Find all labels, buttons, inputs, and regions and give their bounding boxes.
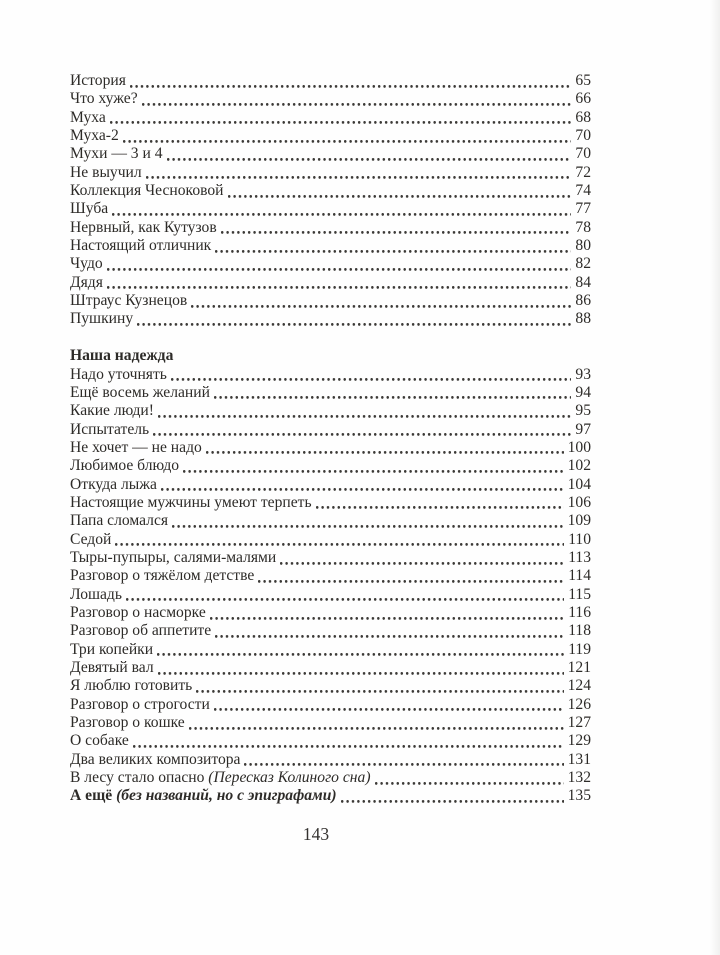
toc-row (70, 641, 591, 659)
dot-leader (107, 274, 571, 292)
toc-entry-page-number: 116 (568, 603, 591, 621)
toc-row (70, 219, 591, 237)
toc-entry-title: Муха-2 (70, 127, 119, 145)
toc-entry-title-italic: (без названий, но с эпиграфами) (112, 787, 337, 805)
dot-leader (126, 586, 564, 604)
toc-row (70, 274, 591, 292)
toc-entry-page-number: 88 (575, 310, 591, 328)
toc-entry-page-number: 126 (567, 695, 591, 713)
toc-entry-page-number: 65 (575, 72, 591, 89)
toc-entry-title: Не хочет — не надо (70, 438, 202, 456)
dot-leader (158, 659, 564, 677)
dot-leader (375, 769, 564, 787)
toc-entry-page-number: 135 (567, 787, 591, 805)
dot-leader (153, 421, 571, 439)
section-gap (70, 329, 591, 347)
toc-entry-title: Любимое блюдо (70, 457, 180, 475)
toc-entry-title: Дядя (70, 273, 103, 291)
toc-row (70, 732, 591, 750)
toc-row (70, 751, 591, 769)
toc-row (70, 145, 591, 163)
toc-row (70, 531, 591, 549)
dot-leader (171, 366, 572, 384)
toc-entry-title: Тыры-пупыры, салями-малями (70, 548, 277, 566)
toc-row (70, 90, 591, 108)
dot-leader (115, 531, 564, 549)
toc-entry-page-number: 110 (568, 530, 591, 548)
page-scan-edge (710, 0, 720, 955)
dot-leader (172, 512, 564, 530)
toc-row (70, 402, 591, 420)
dot-leader (167, 145, 572, 163)
toc-entry-title: Два великих композитора (70, 750, 241, 768)
dot-leader (280, 549, 564, 567)
toc-entry-page-number: 74 (575, 182, 591, 200)
toc-row (70, 255, 591, 273)
toc-entry-title: Испытатель (70, 420, 150, 438)
dot-leader (214, 696, 564, 714)
dot-leader (316, 494, 564, 512)
toc-entry-title: Штраус Кузнецов (70, 292, 188, 310)
dot-leader (258, 567, 564, 585)
toc-entry-title: Откуда лыжа (70, 475, 157, 493)
toc-entry-title: О собаке (70, 732, 129, 750)
toc-row (70, 659, 591, 677)
toc-entry-page-number: 93 (575, 365, 591, 383)
toc-entry-page-number: 109 (567, 512, 591, 530)
toc-entry-page-number: 95 (575, 402, 591, 420)
toc-entry-page-number: 100 (567, 438, 591, 456)
toc-row (70, 72, 591, 90)
toc-entry-page-number: 70 (575, 127, 591, 145)
toc-row (70, 366, 591, 384)
toc-row (70, 421, 591, 439)
toc-row (70, 292, 591, 310)
dot-leader (142, 90, 572, 108)
toc-entry-title: Я люблю готовить (70, 677, 193, 695)
toc-entry-page-number: 78 (575, 218, 591, 236)
toc-row (70, 457, 591, 475)
dot-leader (215, 622, 564, 640)
dot-leader (123, 127, 572, 145)
dot-leader (196, 677, 563, 695)
dot-leader (112, 200, 571, 218)
toc-entry-page-number: 118 (568, 622, 591, 640)
toc-entry-title: Шуба (70, 200, 109, 218)
toc-entry-title: Какие люди! (70, 402, 154, 420)
toc-entry-title: Настоящий отличник (70, 237, 212, 255)
toc-entry-page-number: 80 (575, 237, 591, 255)
dot-leader (210, 604, 564, 622)
dot-leader (183, 457, 564, 475)
toc-row (70, 476, 591, 494)
toc-entry-page-number: 114 (568, 567, 591, 585)
toc-row (70, 164, 591, 182)
toc-entry-title: Седой (70, 530, 112, 548)
toc-entry-page-number: 124 (567, 677, 591, 695)
dot-leader (228, 182, 572, 200)
toc-entry-title-italic: (Пересказ Колиного сна) (204, 769, 371, 787)
toc-entry-title: Пушкину (70, 310, 134, 328)
toc-row (70, 622, 591, 640)
toc-row (70, 384, 591, 402)
dot-leader (146, 164, 572, 182)
toc-entry-title: Девятый вал (70, 659, 154, 676)
dot-leader (107, 255, 572, 273)
toc-entry-title: Папа сломался (70, 512, 169, 530)
toc-row (70, 494, 591, 512)
toc-entry-page-number: 113 (568, 548, 591, 566)
dot-leader (137, 310, 571, 328)
toc-entry-page-number: 127 (567, 714, 591, 732)
dot-leader (157, 641, 564, 659)
toc-entry-title: История (70, 72, 126, 89)
toc-entry-title: Нервный, как Кутузов (70, 218, 217, 236)
toc-row (70, 310, 591, 328)
toc-entry-title: Три копейки (70, 640, 154, 658)
toc-entry-title: Ещё восемь желаний (70, 383, 210, 401)
toc-entry-page-number: 94 (575, 383, 591, 401)
dot-leader (191, 292, 571, 310)
toc-entry-title: В лесу стало опасно (Пересказ Колиного сна) (70, 769, 371, 787)
toc-entry-page-number: 82 (575, 255, 591, 273)
toc-row (70, 512, 591, 530)
toc-row (70, 696, 591, 714)
dot-leader (189, 714, 564, 732)
dot-leader (221, 219, 572, 237)
toc-entry-page-number: 72 (575, 163, 591, 181)
toc-entry-title: Не выучил (70, 163, 142, 181)
toc-entry-title: Мухи — 3 и 4 (70, 145, 163, 163)
toc-row (70, 567, 591, 585)
toc-row (70, 237, 591, 255)
toc-row (70, 769, 591, 787)
toc-entry-title: Коллекция Чесноковой (70, 182, 224, 200)
toc-row (70, 787, 591, 805)
page-number: 143 (302, 824, 330, 844)
dot-leader (214, 384, 571, 402)
toc-row (70, 127, 591, 145)
dot-leader (133, 732, 564, 750)
toc-entry-page-number: 77 (575, 200, 591, 218)
table-of-contents (70, 72, 591, 806)
toc-entry-title: Разговор о насморке (70, 603, 206, 621)
toc-entry-title: Разговор о тяжёлом детстве (70, 567, 255, 585)
toc-entry-page-number: 66 (575, 90, 591, 108)
toc-entry-page-number: 132 (567, 769, 591, 787)
toc-entry-page-number: 104 (567, 475, 591, 493)
toc-entry-title: Что хуже? (70, 90, 138, 108)
toc-entry-page-number: 106 (567, 493, 591, 511)
toc-row (70, 604, 591, 622)
dot-leader (110, 109, 572, 127)
toc-entry-page-number: 121 (567, 659, 591, 676)
toc-row (70, 200, 591, 218)
toc-row (70, 109, 591, 127)
toc-row (70, 182, 591, 200)
toc-entry-page-number: 84 (575, 273, 591, 291)
toc-entry-page-number: 68 (575, 108, 591, 126)
toc-row (70, 439, 591, 457)
toc-row (70, 586, 591, 604)
dot-leader (206, 439, 564, 457)
toc-entry-title: Настоящие мужчины умеют терпеть (70, 493, 312, 511)
dot-leader (161, 476, 564, 494)
toc-entry-page-number: 119 (568, 640, 591, 658)
toc-row (70, 549, 591, 567)
dot-leader (130, 72, 572, 90)
toc-entry-title: Разговор о строгости (70, 695, 210, 713)
dot-leader (341, 787, 564, 805)
toc-entry-title: А ещё (без названий, но с эпиграфами) (70, 787, 337, 805)
toc-entry-title: Надо уточнять (70, 365, 167, 383)
toc-entry-title: Чудо (70, 255, 103, 273)
toc-row (70, 677, 591, 695)
toc-entry-page-number: 131 (567, 750, 591, 768)
toc-section-header: Наша надежда (70, 347, 174, 365)
toc-entry-page-number: 115 (568, 585, 591, 603)
dot-leader (158, 402, 571, 420)
toc-entry-title: Муха (70, 108, 106, 126)
toc-entry-title: Разговор о кошке (70, 714, 185, 732)
toc-row (70, 714, 591, 732)
dot-leader (244, 751, 563, 769)
toc-entry-page-number: 102 (567, 457, 591, 475)
toc-entry-page-number: 86 (575, 292, 591, 310)
toc-entry-page-number: 129 (567, 732, 591, 750)
toc-entry-title: Лошадь (70, 585, 122, 603)
toc-entry-title: Разговор об аппетите (70, 622, 212, 640)
toc-entry-page-number: 97 (575, 420, 591, 438)
toc-entry-page-number: 70 (575, 145, 591, 163)
dot-leader (215, 237, 571, 255)
